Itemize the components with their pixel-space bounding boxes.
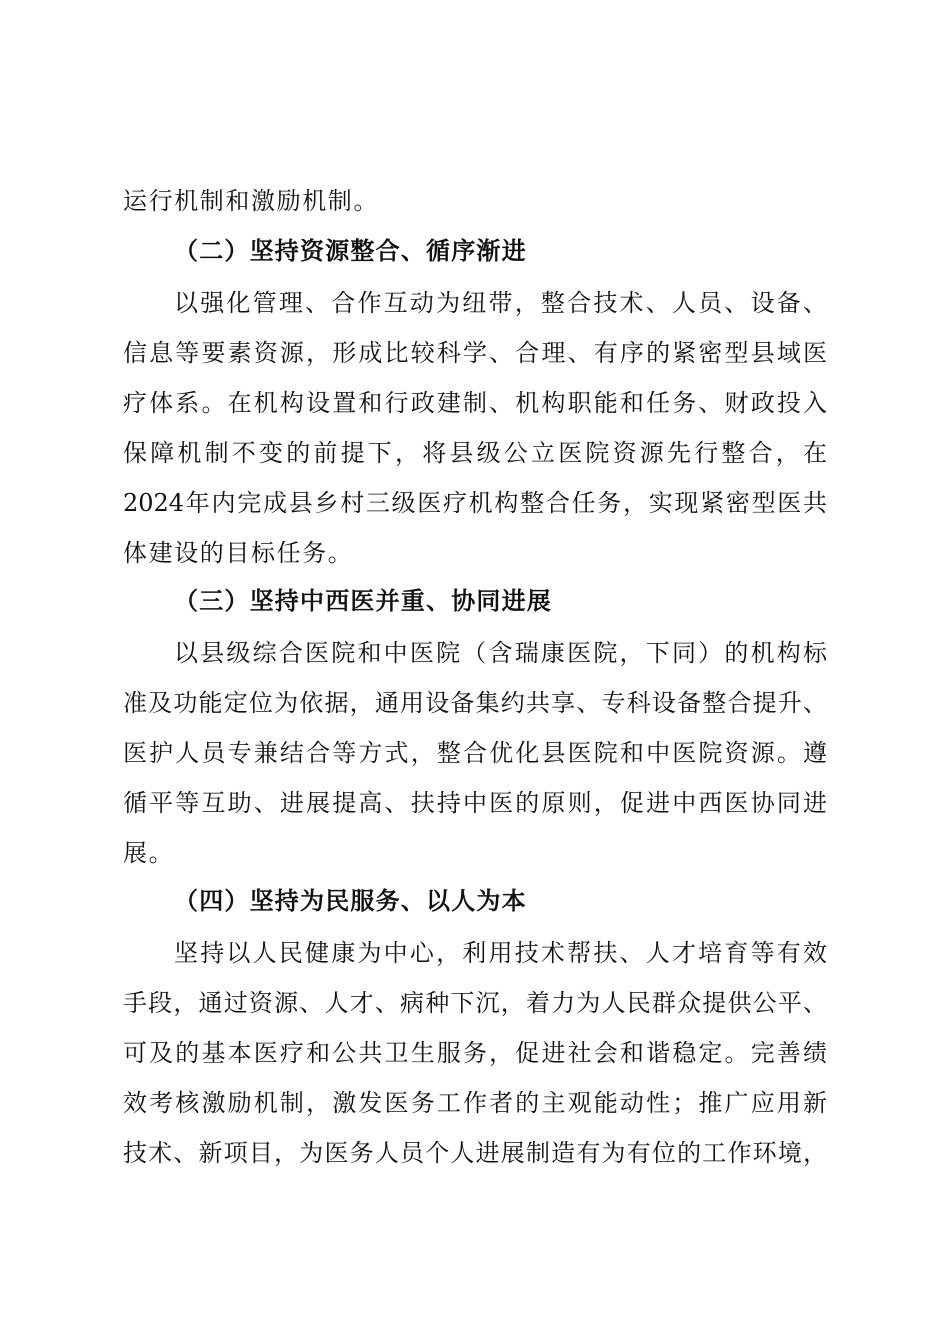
paragraph-line: 展。	[123, 839, 175, 867]
paragraph-line: 保障机制不变的前提下，将县级公立医院资源先行整合，在	[123, 439, 827, 467]
paragraph-line: 疗体系。在机构设置和行政建制、机构职能和任务、财政投入	[123, 389, 827, 417]
paragraph-line: 技术、新项目，为医务人员个人进展制造有为有位的工作环境，	[123, 1139, 827, 1167]
section-heading-2: （二）坚持资源整合、循序渐进	[174, 237, 527, 265]
section-heading-3: （三）坚持中西医并重、协同进展	[174, 587, 552, 615]
paragraph-line: 可及的基本医疗和公共卫生服务，促进社会和谐稳定。完善绩	[123, 1039, 827, 1067]
paragraph-line: 2024年内完成县乡村三级医疗机构整合任务，实现紧密型医共	[123, 489, 827, 517]
paragraph-line: 医护人员专兼结合等方式，整合优化县医院和中医院资源。遵	[123, 739, 827, 767]
paragraph-line: 体建设的目标任务。	[123, 539, 354, 567]
section-heading-4: （四）坚持为民服务、以人为本	[174, 887, 527, 915]
paragraph-line: 运行机制和激励机制。	[123, 187, 379, 215]
paragraph-line: 循平等互助、进展提高、扶持中医的原则，促进中西医协同进	[123, 789, 827, 817]
paragraph-line: 以县级综合医院和中医院（含瑞康医院，下同）的机构标	[174, 639, 827, 667]
paragraph-line: 准及功能定位为依据，通用设备集约共享、专科设备整合提升、	[123, 689, 827, 717]
paragraph-line: 坚持以人民健康为中心，利用技术帮扶、人才培育等有效	[174, 939, 827, 967]
paragraph-line: 效考核激励机制，激发医务工作者的主观能动性；推广应用新	[123, 1089, 827, 1117]
paragraph-line: 手段，通过资源、人才、病种下沉，着力为人民群众提供公平、	[123, 989, 827, 1017]
paragraph-line: 信息等要素资源，形成比较科学、合理、有序的紧密型县域医	[123, 339, 827, 367]
paragraph-line: 以强化管理、合作互动为纽带，整合技术、人员、设备、	[174, 289, 827, 317]
